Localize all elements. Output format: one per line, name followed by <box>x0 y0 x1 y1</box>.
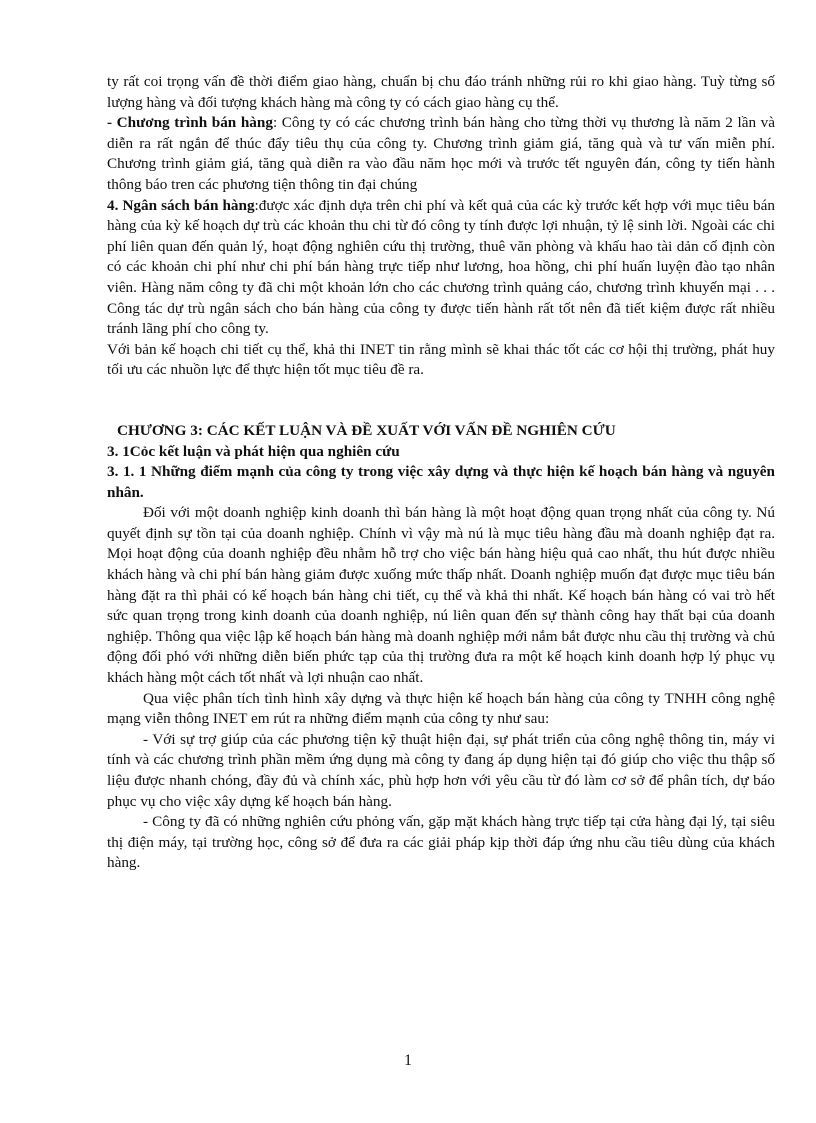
paragraph-strength-technology: - Với sự trợ giúp của các phương tiện kỹ thuật hiện đại, sự phát triển của công nghệ thông tin, máy vi tính và các chương trình phần mềm ứng dụng mà công ty đang áp dụng hiện tại đó giúp cho việc thu thập số liệu được nhanh chóng, đầy đủ và chính xác, phù hợp hơn với yêu cầu từ đó làm cơ sở để phân tích, dự báo phục vụ cho việc xây dựng kế hoạch bán hàng. <box>107 730 775 810</box>
chapter-title: CHƯƠNG 3: CÁC KẾT LUẬN VÀ ĐỀ XUẤT VỚI VẤN ĐỀ NGHIÊN CỨU <box>117 421 616 439</box>
subsection-title: 3. 1. 1 Những điểm mạnh của công ty trong việc xây dựng và thực hiện kế hoạch bán hàng và nguyên nhân. <box>107 463 775 501</box>
paragraph-conclusion-plan: Với bản kế hoạch chi tiết cụ thể, khả thi INET tin rằng mình sẽ khai thác tốt các cơ hội thị trường, phát huy tối ưu các nhuồn lực để thực hiện tốt mục tiêu đề ra. <box>107 340 775 379</box>
paragraph-sales-budget <box>107 196 775 340</box>
page-number: 1 <box>404 1052 412 1069</box>
sales-program-text: : Công ty có các chương trình bán hàng cho từng thời vụ thương là năm 2 lần và diễn ra rất ngắn để thúc đẩy tiêu thụ của công ty. Chương trình giảm giá, tăng quà và tư vấn miễn phí. Chương trình giảm giá, tăng quà diễn ra vào đầu năm học mới và trước tết nguyên đán, công ty tiến hành thông báo tren các phương tiện thông tin đại chúng <box>107 114 775 193</box>
paragraph-delivery: ty rất coi trọng vấn đề thời điểm giao hàng, chuẩn bị chu đáo tránh những rủi ro khi giao hàng. Tuỳ từng số lượng hàng và đối tượng khách hàng mà công ty có cách giao hàng cụ thể. <box>107 73 775 111</box>
sales-budget-heading: 4. Ngân sách bán hàng <box>107 196 255 214</box>
paragraph-strength-research: - Công ty đã có những nghiên cứu phỏng vấn, gặp mặt khách hàng trực tiếp tại cửa hàng đại lý, tại siêu thị điện máy, tại trường học, công sở để đưa ra các giải pháp kịp thời đáp ứng nhu cầu tiêu dùng của khách hàng. <box>107 813 775 872</box>
sales-budget-text: :được xác định dựa trên chi phí và kết quả của các kỳ trước kết hợp với mục tiêu bán hàng của kỳ kế hoạch dự trù các khoản thu chi từ đó công ty tính được lợi nhuận, tỷ lệ sinh lời. Ngoài các chi phí liên quan đến quản lý, hoạt động nghiên cứu thị trường, thuê văn phòng và khấu hao tài dản cố định còn có các khoản chi phí như chi phí bán hàng trực tiếp như lương, hoa hồng, chi phí huấn luyện đào tạo nhân viên. Hàng năm công ty đã chi một khoản lớn cho các chương trình quảng cáo, chương trình khuyến mại . . . Công tác dự trù ngân sách cho bán hàng của công ty được tiến hành rất tốt nên đã tiết kiệm được rất nhiều tránh lãng phí cho công ty. <box>107 196 775 338</box>
section-title: 3. 1Cỏc kết luận và phát hiện qua nghiên cứu <box>107 442 400 460</box>
paragraph-sales-program <box>107 113 775 195</box>
paragraph-sales-importance: Đối với một doanh nghiệp kinh doanh thì bán hàng là một hoạt động quan trọng nhất của công ty. Nú quyết định sự tồn tại của doanh nghiệp. Chính vì vậy mà nú là mục tiêu hàng đầu mà doanh nghiệp đạt ra. Mọi hoạt động của doanh nghiệp đều nhằm hỗ trợ cho việc bán hàng hiệu quả cao nhất, thu hút được nhiều khách hàng và chi phí bán hàng giảm được xuống mức thấp nhất. Doanh nghiệp muốn đạt được mục tiêu bán hàng đặt ra thì phải có kế hoạch bán hàng chi tiết, cụ thể và khả thi nhất. Kế hoạch bán hàng có vai trò hết sức quan trọng trong kinh doanh của doanh nghiệp, nú liên quan đến sự thành công hay thất bại của doanh nghiệp. Thông qua việc lập kế hoạch bán hàng mà doanh nghiệp mới nắm bắt được nhu cầu thị trường và chủ động đối phó với những diễn biến phức tạp của thị trường đưa ra một kế hoạch kinh doanh hợp lý phục vụ khách hàng một cách tốt nhất và lợi nhuận cao nhất. <box>107 504 775 687</box>
sales-program-heading: - Chương trình bán hàng <box>107 114 273 132</box>
spacer <box>107 381 775 421</box>
paragraph-analysis-intro: Qua việc phân tích tình hình xây dựng và thực hiện kế hoạch bán hàng của công ty TNHH công nghệ mạng viễn thông INET em rút ra những điểm mạnh của công ty như sau: <box>107 689 775 728</box>
document-page <box>107 72 775 874</box>
